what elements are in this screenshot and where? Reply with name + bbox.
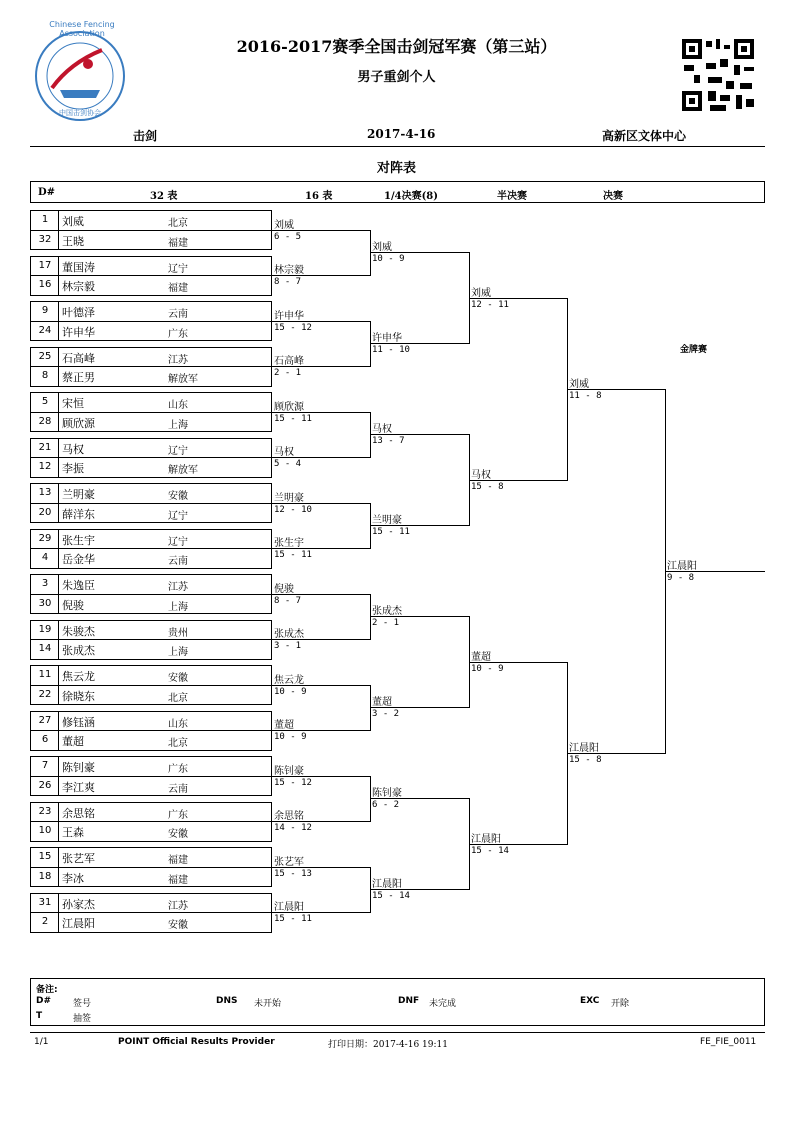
seed-number: 4 (41, 552, 49, 563)
legend-code-exc: EXC (580, 996, 600, 1006)
row-divider (30, 275, 272, 276)
fencer-region: 福建 (168, 855, 188, 866)
row-divider (30, 776, 272, 777)
fencer-name: 李江爽 (62, 780, 95, 794)
fencer-name: 石高峰 (62, 351, 95, 365)
footer-provider: POINT Official Results Provider (118, 1037, 275, 1047)
fencer-region: 广东 (168, 809, 188, 821)
seed-number: 31 (38, 896, 52, 908)
r16-winner-name: 张生宇 (274, 538, 304, 549)
fencer-region: 山东 (168, 718, 188, 730)
legend-desc-dnf: 未完成 (429, 999, 457, 1009)
seed-number: 18 (38, 870, 52, 882)
fencer-name: 马权 (62, 442, 84, 456)
row-divider (30, 685, 272, 686)
seed-number: 25 (38, 350, 52, 362)
r16-score: 10 - 9 (274, 732, 307, 742)
col-final: 决赛 (603, 191, 623, 202)
fencer-name: 张生宇 (62, 533, 95, 547)
r16-winner-name: 林宗毅 (274, 265, 304, 276)
fencer-name: 徐晓东 (62, 689, 95, 703)
header-divider (30, 146, 765, 147)
fencer-name: 修钰涵 (62, 715, 95, 729)
fencer-region: 江苏 (168, 900, 188, 912)
sf-winner-name: 刘威 (471, 287, 491, 299)
seed-number: 14 (38, 643, 52, 654)
fencer-name: 许申华 (62, 325, 95, 339)
fencer-name: 张成杰 (62, 644, 95, 657)
col-seed: D# (38, 187, 56, 198)
sport-label: 击剑 (133, 129, 158, 143)
sf-winner-name: 江晨阳 (471, 833, 501, 845)
notes-title: 备注: (36, 985, 58, 995)
fencer-region: 广东 (168, 328, 188, 340)
champion-score: 9 - 8 (667, 572, 695, 583)
champion-name: 江晨阳 (667, 560, 697, 572)
fencer-name: 刘威 (62, 215, 84, 228)
sf-winner-name: 董超 (471, 651, 491, 663)
row-divider (30, 457, 272, 458)
legend-code-d: D# (36, 996, 52, 1006)
fencer-region: 江苏 (168, 354, 188, 366)
fencer-region: 上海 (168, 419, 188, 431)
logo-chinese-text: 中国击剑协会 (59, 109, 101, 117)
qf-winner-name: 兰明豪 (372, 515, 402, 527)
qf-score: 15 - 11 (372, 527, 410, 538)
fencer-name: 焦云龙 (62, 670, 95, 683)
legend-code-dns: DNS (216, 996, 238, 1006)
fencer-name: 董国涛 (62, 260, 95, 274)
qf-score: 15 - 14 (372, 891, 410, 902)
fencer-region: 辽宁 (168, 510, 188, 522)
fencer-name: 朱骏杰 (62, 624, 95, 638)
r16-score: 15 - 12 (274, 322, 312, 333)
r16-winner-name: 董超 (274, 720, 294, 731)
seed-number: 13 (38, 487, 52, 498)
venue: 高新区文体中心 (602, 129, 687, 143)
footer-page: 1/1 (34, 1037, 49, 1047)
fencer-region: 福建 (168, 237, 188, 249)
seed-number: 2 (41, 916, 49, 927)
sf-score: 15 - 8 (471, 481, 504, 492)
fencer-name: 董超 (62, 735, 84, 748)
seed-number: 16 (38, 279, 52, 290)
fencer-region: 安徽 (168, 673, 188, 684)
seed-number: 11 (38, 669, 52, 680)
fencer-name: 兰明豪 (62, 488, 95, 501)
seed-number: 20 (38, 506, 52, 518)
fencer-name: 叶德泽 (62, 306, 95, 319)
fencer-name: 孙家杰 (62, 897, 95, 911)
row-divider (30, 503, 272, 504)
r16-score: 5 - 4 (274, 459, 302, 469)
qf-score: 3 - 2 (372, 709, 400, 720)
row-divider (30, 821, 272, 822)
f-score: 11 - 8 (569, 390, 602, 401)
r16-score: 6 - 5 (274, 231, 302, 242)
qf-score: 11 - 10 (372, 345, 410, 356)
fencer-region: 解放军 (168, 374, 198, 385)
fencer-region: 山东 (168, 400, 188, 411)
fencer-region: 贵州 (168, 627, 188, 639)
qf-score: 6 - 2 (372, 800, 400, 811)
r16-score: 14 - 12 (274, 823, 312, 833)
r16-winner-name: 石高峰 (274, 356, 304, 367)
qf-score: 10 - 9 (372, 254, 405, 265)
r16-score: 15 - 11 (274, 550, 312, 560)
row-divider (30, 594, 272, 595)
fencer-name: 倪骏 (62, 598, 84, 612)
fencer-name: 林宗毅 (62, 280, 95, 293)
seed-number: 9 (41, 305, 49, 316)
row-divider (30, 639, 272, 640)
fencer-name: 张艺军 (62, 852, 95, 865)
sf-score: 10 - 9 (471, 663, 504, 674)
section-title: 对阵表 (376, 161, 416, 176)
r16-winner-name: 马权 (274, 447, 294, 458)
fencer-region: 云南 (168, 783, 188, 795)
seed-number: 17 (38, 259, 52, 271)
seed-number: 27 (38, 714, 52, 726)
fencer-region: 云南 (168, 556, 188, 567)
legend-code-dnf: DNF (398, 996, 420, 1006)
seed-number: 23 (38, 805, 52, 817)
r16-score: 15 - 11 (274, 413, 312, 424)
legend-code-t: T (36, 1011, 43, 1021)
fencer-region: 上海 (168, 601, 188, 613)
fencer-name: 王晓 (62, 234, 84, 248)
fencer-name: 宋恒 (62, 397, 84, 410)
r16-score: 10 - 9 (274, 686, 307, 697)
r16-score: 2 - 1 (274, 368, 302, 378)
seed-number: 26 (38, 779, 52, 791)
fencer-region: 北京 (168, 218, 188, 229)
col-r32: 32 表 (150, 191, 178, 202)
r16-score: 8 - 7 (274, 595, 302, 606)
fencer-region: 福建 (168, 874, 188, 886)
seed-number: 3 (41, 578, 49, 589)
r16-score: 15 - 12 (274, 777, 312, 788)
fencer-region: 安徽 (168, 829, 188, 840)
fencer-name: 蔡正男 (62, 371, 95, 384)
logo-text: Chinese Fencing Association (49, 20, 115, 38)
fencer-region: 安徽 (168, 491, 188, 502)
qf-winner-name: 董超 (372, 697, 392, 709)
r16-winner-name: 张成杰 (274, 629, 304, 640)
sf-winner-name: 马权 (471, 469, 491, 481)
footer-divider (30, 1032, 765, 1033)
fencer-region: 云南 (168, 309, 188, 320)
fencer-region: 安徽 (168, 920, 188, 931)
fencer-region: 上海 (168, 647, 188, 658)
qf-winner-name: 江晨阳 (372, 879, 402, 891)
event-date: 2017-4-16 (367, 127, 436, 141)
r16-winner-name: 倪骏 (274, 583, 294, 595)
seed-number: 19 (38, 623, 52, 635)
legend-desc-t: 抽签 (73, 1014, 92, 1024)
fencer-name: 余思铭 (62, 806, 95, 820)
qf-winner-name: 许申华 (372, 333, 402, 345)
fencer-name: 王森 (62, 826, 84, 839)
r16-winner-name: 江晨阳 (274, 902, 304, 913)
r16-score: 15 - 13 (274, 868, 312, 879)
fencer-region: 福建 (168, 283, 188, 294)
row-divider (30, 230, 272, 231)
seed-number: 7 (41, 760, 49, 771)
row-divider (30, 321, 272, 322)
col-qf: 1/4决赛(8) (384, 191, 438, 202)
seed-number: 10 (38, 825, 52, 836)
r16-winner-name: 许申华 (274, 310, 304, 322)
fencer-name: 李振 (62, 462, 84, 475)
r16-score: 15 - 11 (274, 914, 312, 924)
fencer-region: 辽宁 (168, 536, 188, 548)
qf-score: 2 - 1 (372, 618, 400, 629)
seed-number: 15 (38, 851, 52, 862)
r16-winner-name: 顾欣源 (274, 401, 304, 413)
footer-code: FE_FIE_0011 (700, 1037, 757, 1047)
seed-number: 32 (38, 233, 52, 245)
fencer-region: 解放军 (168, 465, 198, 476)
row-divider (30, 912, 272, 913)
r16-winner-name: 余思铭 (274, 811, 304, 822)
col-r16: 16 表 (305, 191, 333, 202)
r16-winner-name: 刘威 (274, 219, 294, 231)
r16-winner-name: 焦云龙 (274, 674, 304, 686)
f-score: 15 - 8 (569, 754, 602, 765)
fencer-region: 北京 (168, 692, 188, 704)
col-sf: 半决赛 (497, 191, 527, 202)
row-divider (30, 867, 272, 868)
r16-winner-name: 张艺军 (274, 856, 304, 868)
seed-number: 24 (38, 324, 52, 336)
footer-print-date: 打印日期：2017-4-16 19:11 (328, 1040, 448, 1050)
fencer-region: 江苏 (168, 582, 188, 593)
r16-winner-name: 兰明豪 (274, 492, 304, 504)
legend-desc-d: 签号 (73, 999, 92, 1009)
row-divider (30, 412, 272, 413)
row-divider (30, 730, 272, 731)
sf-score: 12 - 11 (471, 299, 509, 310)
seed-number: 22 (38, 688, 52, 700)
gold-medal-label: 金牌赛 (680, 345, 708, 355)
seed-number: 21 (38, 441, 52, 453)
legend-desc-dns: 未开始 (254, 999, 282, 1009)
fencer-name: 李冰 (62, 871, 84, 885)
sf-score: 15 - 14 (471, 845, 509, 856)
fencer-region: 辽宁 (168, 263, 188, 275)
row-divider (30, 366, 272, 367)
seed-number: 12 (38, 461, 52, 472)
page-title: 2016-2017赛季全国击剑冠军赛（第三站） (236, 37, 557, 56)
qf-winner-name: 陈钊豪 (372, 788, 402, 800)
r16-winner-name: 陈钊豪 (274, 765, 304, 777)
seed-number: 29 (38, 532, 52, 544)
seed-number: 6 (41, 734, 49, 745)
seed-number: 8 (41, 370, 49, 381)
fencer-name: 岳金华 (62, 553, 95, 566)
fencer-name: 顾欣源 (62, 416, 95, 430)
fencer-name: 江晨阳 (62, 917, 95, 930)
f-winner-name: 刘威 (569, 378, 589, 390)
seed-number: 5 (41, 396, 49, 407)
qf-winner-name: 马权 (372, 424, 392, 436)
row-divider (30, 548, 272, 549)
seed-number: 1 (41, 214, 49, 225)
fencer-region: 北京 (168, 738, 188, 749)
r16-score: 12 - 10 (274, 504, 312, 515)
fencer-name: 薛洋东 (62, 507, 95, 521)
legend-desc-exc: 开除 (611, 999, 630, 1009)
r16-score: 8 - 7 (274, 277, 302, 287)
qf-score: 13 - 7 (372, 436, 405, 447)
fencer-name: 朱逸臣 (62, 579, 95, 592)
r16-score: 3 - 1 (274, 641, 302, 651)
seed-number: 30 (38, 597, 52, 609)
fencer-region: 辽宁 (168, 445, 188, 457)
f-winner-name: 江晨阳 (569, 742, 599, 754)
event-subtitle: 男子重剑个人 (357, 70, 436, 85)
fencer-name: 陈钊豪 (62, 761, 95, 774)
seed-number: 28 (38, 415, 52, 427)
qf-winner-name: 刘威 (372, 242, 392, 254)
qf-winner-name: 张成杰 (372, 606, 402, 618)
fencer-region: 广东 (168, 764, 188, 775)
